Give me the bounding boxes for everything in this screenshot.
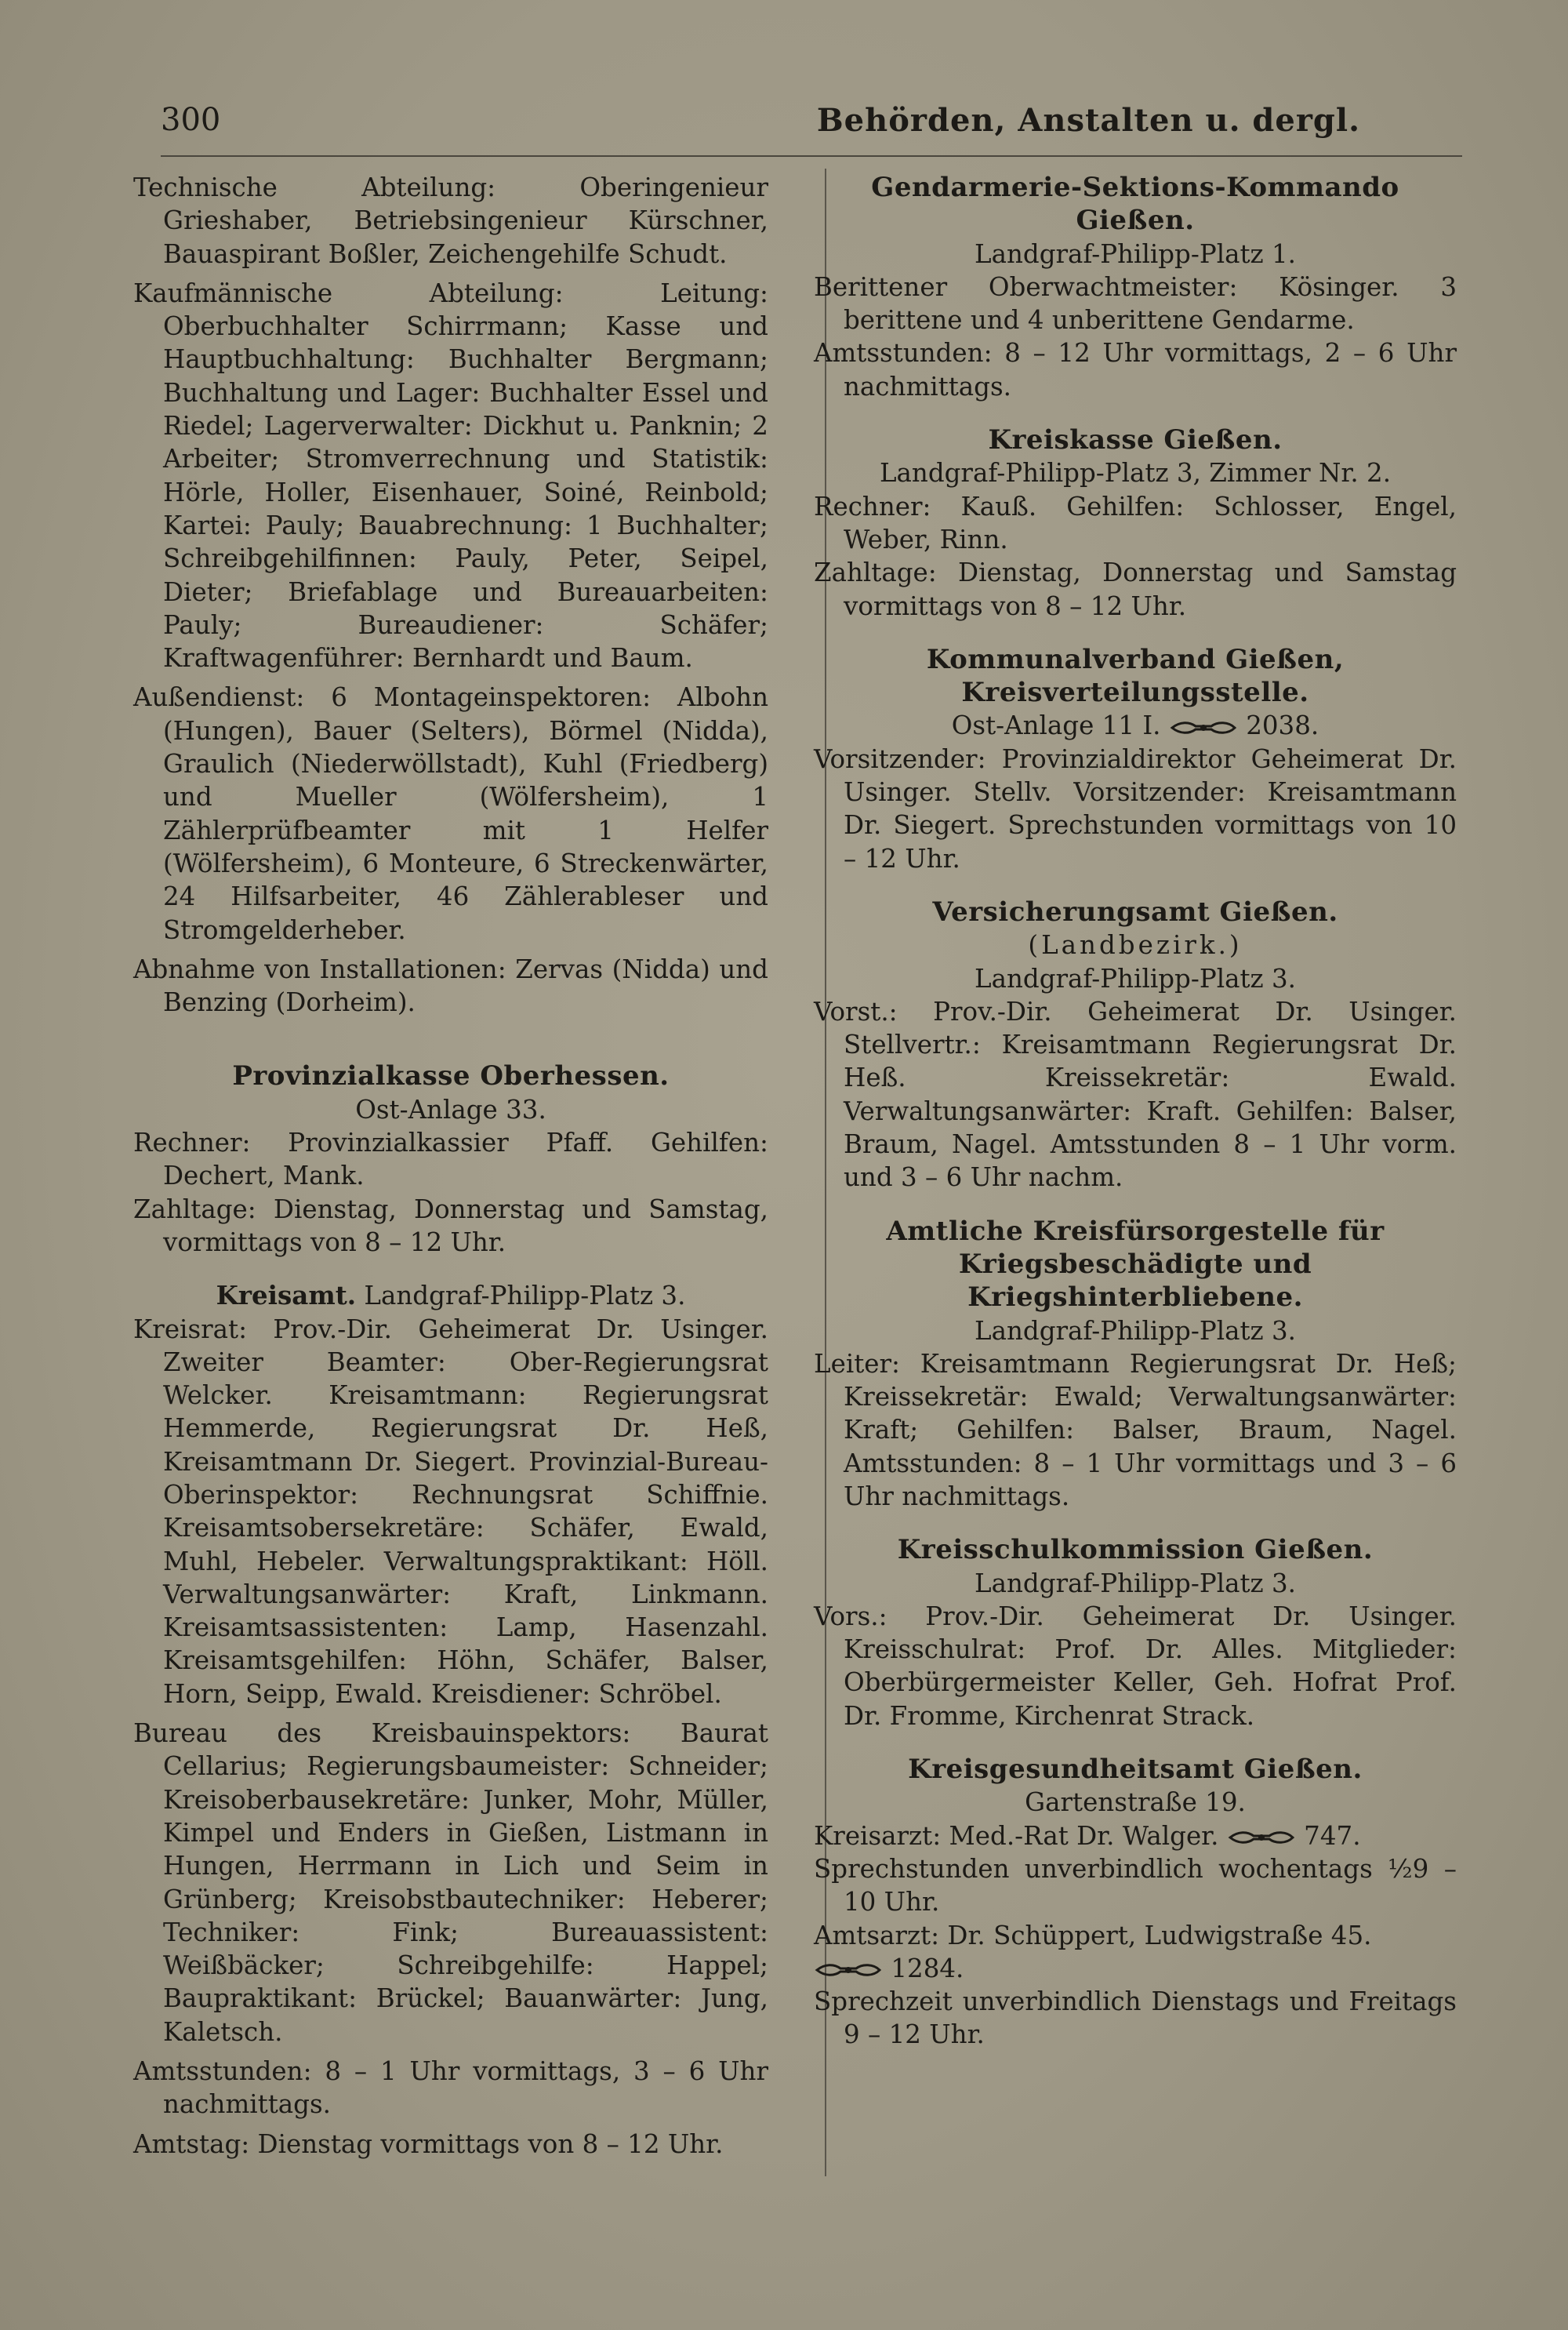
kreisamt-office-day: Amtstag: Dienstag vormittags von 8 – 12 Uhr. <box>133 2128 724 2159</box>
right-column <box>814 171 1457 2052</box>
prov-kasse-heading: Provinzialkasse Oberhessen. <box>232 1060 670 1092</box>
fuersorge-address: Landgraf-Philipp-Platz 3. <box>975 1315 1296 1346</box>
amtsarzt-text: Amtsarzt: Dr. Schüppert, Ludwigstraße 45. <box>814 1920 1372 1950</box>
schulkommission-body: Vors.: Prov.-Dir. Geheimerat Dr. Usinger. Kreisschulrat: Prof. Dr. Alles. Mitglieder: Oberbürgermeister Keller, Geh. Hofrat Prof. Dr. Fromme, Kirchenrat Strack. <box>814 1601 1457 1731</box>
kommunalverband-heading: Kommunalverband Gießen, Kreisverteilungsstelle. <box>926 643 1345 709</box>
kreisamt-staff: Kreisrat: Prov.-Dir. Geheimerat Dr. Usinger. Zweiter Beamter: Ober-Regierungsrat Welcker. Kreisamtmann: Regierungsrat Hemmerde, Regierungsrat Dr. Heß, Kreisamtmann Dr. Siegert. Provinzial-Bureau-Oberinspektor: Rechnungsrat Schiffnie. Kreisamtsobersekretäre: Schäfer, Ewald, Muhl, Hebeler. Verwaltungspraktikant: Höll. Verwaltungsanwärter: Kraft, Linkmann. Kreisamtsassistenten: Lamp, Hasenzahl. Kreisamtsgehilfen: Höhn, Schäfer, Balser, Horn, Seipp, Ewald. Kreisdiener: Schröbel. <box>133 1314 768 1709</box>
field-service-paragraph: Außendienst: 6 Montageinspektoren: Albohn (Hungen), Bauer (Selters), Börmel (Nidda), Graulich (Niederwöllstadt), Kuhl (Friedberg) und Mueller (Wölfersheim), 1 Zählerprüfbeamter mit 1 Helfer (Wölfersheim), 6 Monteure, 6 Streckenwärter, 24 Hilfsarbeiter, 46 Zählerableser und Stromgelderheber. <box>133 682 768 945</box>
telephone-icon <box>1169 719 1238 736</box>
gesundheitsamt-consult2: Sprechzeit unverbindlich Dienstags und Freitags 9 – 12 Uhr. <box>814 1986 1457 2050</box>
running-title: Behörden, Anstalten u. dergl. <box>816 102 1360 139</box>
fuersorge-body: Leiter: Kreisamtmann Regierungsrat Dr. Heß; Kreissekretär: Ewald; Verwaltungsanwärter: Kraft; Gehilfen: Balser, Braum, Nagel. Amtsstunden: 8 – 1 Uhr vormittags und 3 – 6 Uhr nachmittags. <box>814 1348 1457 1511</box>
kommunalverband-address: Ost-Anlage 11 I. <box>951 711 1161 741</box>
gendarmerie-hours: Amtsstunden: 8 – 12 Uhr vormittags, 2 – 6 Uhr nachmittags. <box>814 338 1457 402</box>
telephone-icon <box>814 1961 883 1979</box>
kreisamt-title-line <box>133 1279 768 1312</box>
versicherungsamt-heading: Versicherungsamt Gießen. <box>932 896 1338 928</box>
prov-kasse-address: Ost-Anlage 33. <box>355 1094 546 1125</box>
amtsarzt-phone: 1284. <box>891 1953 964 1983</box>
installations-paragraph: Abnahme von Installationen: Zervas (Nidda) und Benzing (Dorheim). <box>133 954 768 1018</box>
gesundheitsamt-consult: Sprechstunden unverbindlich wochentags ½9 – 10 Uhr. <box>814 1853 1457 1917</box>
kreisarzt-phone: 747. <box>1304 1820 1361 1851</box>
schulkommission-address: Landgraf-Philipp-Platz 3. <box>975 1568 1296 1598</box>
kreiskasse-staff: Rechner: Kauß. Gehilfen: Schlosser, Engel, Weber, Rinn. <box>814 491 1457 554</box>
tech-dept-paragraph: Technische Abteilung: Oberingenieur Grieshaber, Betriebsingenieur Kürschner, Bauaspirant Boßler, Zeichengehilfe Schudt. <box>133 173 768 269</box>
kommunalverband-phone: 2038. <box>1246 711 1319 741</box>
header-rule <box>161 155 1462 157</box>
telephone-icon <box>1227 1829 1296 1846</box>
left-column <box>133 171 768 2161</box>
versicherungsamt-subtitle: (Landbezirk.) <box>1028 930 1243 961</box>
commercial-dept-paragraph: Kaufmännische Abteilung: Leitung: Oberbuchhalter Schirrmann; Kasse und Hauptbuchhaltung: Buchhalter Bergmann; Buchhaltung und Lager: Buchhalter Essel und Riedel; Lagerverwalter: Dickhut u. Panknin; 2 Arbeiter; Stromverrechnung und Statistik: Hörle, Holler, Eisenhauer, Soiné, Reinbold; Kartei: Pauly; Bauabrechnung: 1 Buchhalter; Schreibgehilfinnen: Pauly, Peter, Seipel, Dieter; Briefablage und Bureauarbeiten: Pauly; Bureaudiener: Schäfer; Kraftwagenführer: Bernhardt und Baum. <box>133 278 768 674</box>
kreiskasse-pay-days: Zahltage: Dienstag, Donnerstag und Samstag vormittags von 8 – 12 Uhr. <box>814 558 1457 621</box>
gesundheitsamt-address: Gartenstraße 19. <box>1025 1787 1246 1818</box>
page-number: 300 <box>161 102 221 138</box>
gendarmerie-address: Landgraf-Philipp-Platz 1. <box>975 238 1296 269</box>
kreisamt-address: Landgraf-Philipp-Platz 3. <box>364 1281 686 1311</box>
gendarmerie-heading: Gendarmerie-Sektions-Kommando Gießen. <box>871 172 1399 237</box>
amtsarzt-phone-line <box>814 1952 1457 1985</box>
prov-kasse-staff: Rechner: Provinzialkassier Pfaff. Gehilfen: Dechert, Mank. <box>133 1128 768 1191</box>
kreiskasse-address: Landgraf-Philipp-Platz 3, Zimmer Nr. 2. <box>879 458 1392 489</box>
gesundheitsamt-heading: Kreisgesundheitsamt Gießen. <box>908 1754 1363 1786</box>
kommunalverband-address-line <box>814 709 1457 742</box>
kreisbauinspektor-paragraph: Bureau des Kreisbauinspektors: Baurat Cellarius; Regierungsbaumeister: Schneider; Kreisoberbausekretäre: Junker, Mohr, Müller, Kimpel und Enders in Gießen, Listmann in Hungen, Herrmann in Lich und Seim in Grünberg; Kreisobstbautechniker: Heberer; Techniker: Fink; Bureauassistent: Weißbäcker; Schreibgehilfe: Happel; Baupraktikant: Brückel; Bauanwärter: Jung, Kaletsch. <box>133 1718 768 2047</box>
kreisarzt-text: Kreisarzt: Med.-Rat Dr. Walger. <box>814 1820 1219 1851</box>
fuersorge-heading: Amtliche Kreisfürsorgestelle für Kriegsbeschädigte und Kriegshinterbliebene. <box>886 1215 1385 1314</box>
kreisarzt-line <box>814 1819 1457 1852</box>
versicherungsamt-address: Landgraf-Philipp-Platz 3. <box>975 963 1296 994</box>
kreisamt-hours: Amtsstunden: 8 – 1 Uhr vormittags, 3 – 6 Uhr nachmittags. <box>133 2056 768 2120</box>
gendarmerie-staff: Berittener Oberwachtmeister: Kösinger. 3 berittene und 4 unberittene Gendarme. <box>814 271 1457 336</box>
kreisamt-heading: Kreisamt. <box>216 1280 357 1311</box>
page-header <box>161 102 1462 157</box>
schulkommission-heading: Kreisschulkommission Gießen. <box>897 1534 1374 1566</box>
kreiskasse-heading: Kreiskasse Gießen. <box>988 424 1283 456</box>
kommunalverband-body: Vorsitzender: Provinzialdirektor Geheimerat Dr. Usinger. Stellv. Vorsitzender: Kreisamtmann Dr. Siegert. Sprechstunden vormittags von 10 – 12 Uhr. <box>814 743 1457 874</box>
prov-kasse-pay-days: Zahltage: Dienstag, Donnerstag und Samstag, vormittags von 8 – 12 Uhr. <box>133 1194 768 1257</box>
versicherungsamt-body: Vorst.: Prov.-Dir. Geheimerat Dr. Usinger. Stellvertr.: Kreisamtmann Regierungsrat Dr. Heß. Kreissekretär: Ewald. Verwaltungsanwärter: Kraft. Gehilfen: Balser, Braum, Nagel. Amtsstunden 8 – 1 Uhr vorm. und 3 – 6 Uhr nachm. <box>814 996 1457 1193</box>
